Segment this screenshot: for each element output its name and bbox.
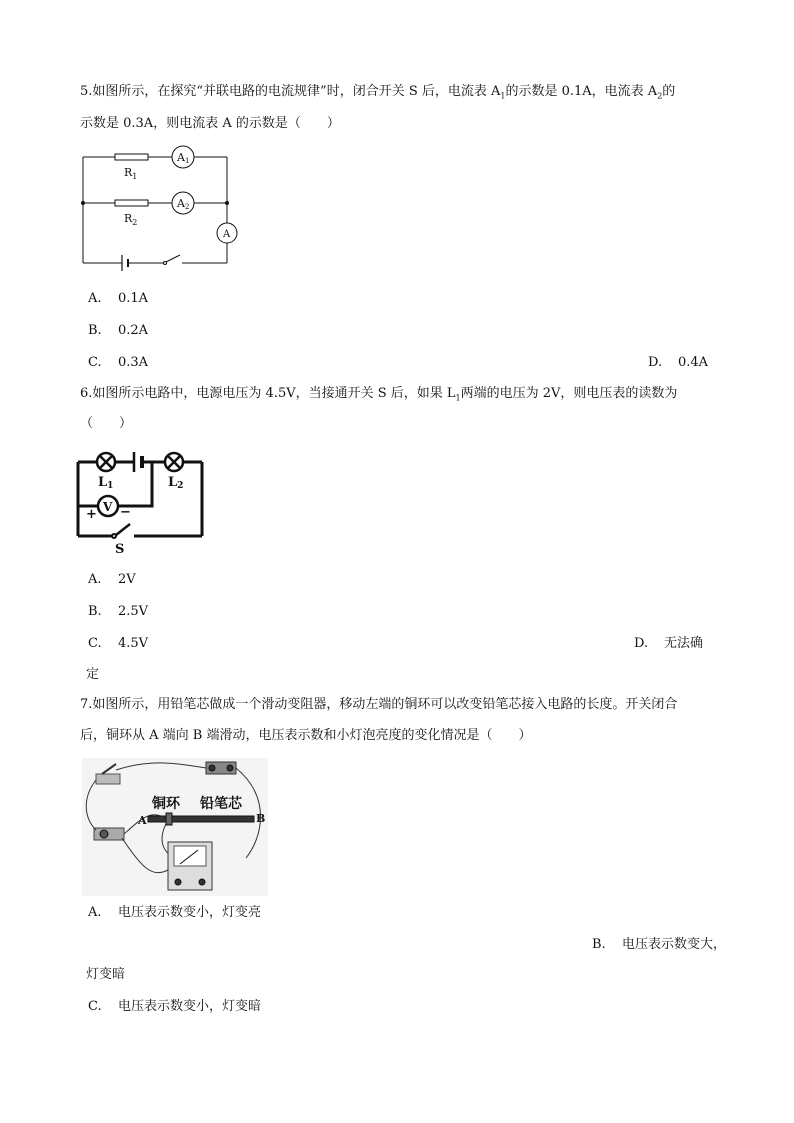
q7-option-a[interactable]: A. 电压表示数变小，灯变亮 <box>88 905 262 920</box>
q7-copper-ring <box>166 813 172 825</box>
q7-option-c[interactable]: C. 电压表示数变小，灯变暗 <box>88 999 262 1014</box>
q5-label-r1: $R_1$ <box>124 166 138 181</box>
q6-switch-blade <box>116 524 130 535</box>
q5-option-c[interactable]: C. 0.3A <box>88 355 149 370</box>
q5-label-r2: $R_2$ <box>124 212 138 227</box>
q7-stem-line2: 后，铜环从 A 端向 B 端滑动，电压表示数和小灯泡亮度的变化情况是（ ） <box>80 728 532 743</box>
q5-option-d[interactable]: D. 0.4A <box>648 355 709 370</box>
q6-label-l1: L1 <box>98 475 114 491</box>
q6-circuit-diagram <box>74 450 214 557</box>
q7-pencil-lead <box>148 816 254 822</box>
q6-label-plus: + <box>86 507 97 522</box>
q6-label-minus: − <box>120 505 131 520</box>
q6-option-d-continuation: 定 <box>86 667 100 682</box>
q7-option-b[interactable]: B. 电压表示数变大， <box>592 937 727 952</box>
q7-option-b-continuation: 灯变暗 <box>86 967 126 982</box>
q6-label-v: V <box>103 500 113 514</box>
q5-circuit-diagram <box>76 145 256 270</box>
q7-label-copper-ring: 铜环 <box>152 796 180 812</box>
q7-battery <box>94 828 124 840</box>
q6-option-a[interactable]: A. 2V <box>88 572 136 587</box>
q6-label-s: S <box>115 542 125 557</box>
q5-label-a1: A1 <box>177 151 190 165</box>
q6-stem-line1: 6.如图所示电路中，电源电压为 4.5V，当接通开关 S 后，如果 $L_1$两端的电压为 2V，则电压表的读数为 <box>80 386 678 403</box>
q7-label-pencil-lead: 铅笔芯 <box>200 796 242 812</box>
q5-label-a2: A2 <box>177 197 190 211</box>
q7-label-b: B <box>256 812 266 825</box>
q6-option-c[interactable]: C. 4.5V <box>88 636 149 651</box>
q5-option-a[interactable]: A. 0.1A <box>88 291 149 306</box>
q6-stem-line2: （ ） <box>80 416 133 431</box>
q5-option-b[interactable]: B. 0.2A <box>88 323 149 338</box>
q5-switch-blade <box>166 255 180 262</box>
q7-apparatus-figure <box>82 758 268 896</box>
q7-label-a: A <box>138 814 147 827</box>
q5-label-a: A <box>223 229 231 240</box>
q5-resistor-r2 <box>115 200 148 206</box>
q5-resistor-r1 <box>115 154 148 160</box>
q6-switch-contact <box>112 534 116 538</box>
q6-option-b[interactable]: B. 2.5V <box>88 604 149 619</box>
q7-switch <box>96 774 120 784</box>
q5-stem-line1: 5.如图所示，在探究“并联电路的电流规律”时，闭合开关 S 后，电流表 $A_1$的示数是 0.1A，电流表 $A_2$的 <box>80 84 676 101</box>
q5-stem-line2: 示数是 0.3A，则电流表 A 的示数是（ ） <box>80 116 340 131</box>
q7-stem-line1: 7.如图所示，用铅笔芯做成一个滑动变阻器，移动左端的铜环可以改变铅笔芯接入电路的长度。开关闭合 <box>80 697 678 712</box>
q6-option-d[interactable]: D. 无法确 <box>634 636 704 651</box>
q6-label-l2: L2 <box>168 475 184 491</box>
